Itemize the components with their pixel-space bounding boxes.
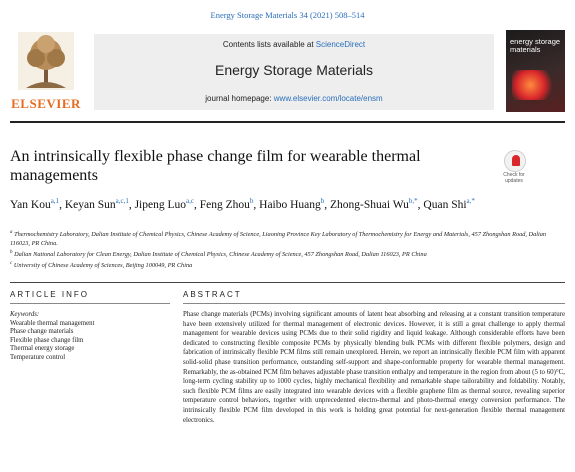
journal-title: Energy Storage Materials — [215, 62, 373, 78]
contents-line — [94, 40, 494, 49]
contents-prefix: Contents lists available at — [222, 40, 316, 49]
journal-masthead — [94, 34, 494, 110]
homepage-prefix: journal homepage: — [205, 94, 274, 103]
section-rule — [10, 282, 565, 283]
keyword: Thermal energy storage — [10, 345, 75, 352]
cover-art — [512, 70, 558, 100]
journal-header — [10, 30, 565, 115]
keyword: Flexible phase change film — [10, 336, 84, 344]
article-info-rule — [10, 303, 170, 304]
keyword: Wearable thermal management — [10, 319, 95, 327]
affiliation: $^a$ Thermochemistry Laboratory, Dalian Institute of Chemical Physics, Chinese Academy of Science, Liaoning Province Key Laboratory of Thermochemistry for Energy and Materials, 457 Zhongshan Road, Dalian 116023, PR China. — [10, 230, 547, 248]
cover-title: energy storage materials — [510, 37, 561, 54]
keywords-block — [10, 311, 175, 362]
article-title: An intrinsically flexible phase change film for wearable thermal managements — [10, 148, 421, 184]
check-updates-label: Check for updates — [503, 172, 525, 184]
header-rule — [10, 121, 565, 123]
keyword: Temperature control — [10, 353, 66, 361]
author[interactable]: Yan Kou$^{a,1}$ — [10, 197, 60, 211]
sciencedirect-link[interactable]: ScienceDirect — [315, 40, 366, 49]
keywords-label: Keywords: — [10, 311, 40, 318]
elsevier-logo[interactable] — [10, 30, 82, 115]
article-info-heading: ARTICLE INFO — [10, 290, 89, 299]
journal-cover[interactable] — [506, 30, 565, 112]
author[interactable]: Feng Zhou$^b$ — [199, 197, 254, 211]
check-for-updates-badge[interactable] — [501, 150, 527, 190]
elsevier-tree-icon — [18, 32, 74, 90]
homepage-link[interactable]: www.elsevier.com/locate/ensm — [273, 94, 383, 103]
publisher-name: ELSEVIER — [11, 96, 81, 111]
author[interactable]: Zhong-Shuai $Wu^{b,*}$ — [330, 197, 418, 211]
author[interactable]: Haibo Huang$^b$ — [259, 197, 325, 211]
abstract-heading: ABSTRACT — [183, 290, 242, 299]
affiliation: $^c$ University of Chinese Academy of Sciences, Beijing 100049, PR China — [10, 261, 193, 270]
abstract-text: Phase change materials (PCMs) involving significant amounts of latent heat absorbing and releasing at a constant transition temperature have been extensively utilized for thermal management of electronic devices. However, it is still a great challenge to apply thermal management for wearable devices using PCMs due to their solid rigidity and liquid leakage. Although considerable efforts have been dedicated to constructing flexible composite PCMs by physically blending bulk PCMs with different flexible polymers, design and fabrication of intrinsically flexible PCM films still remain unexplored. Herein, we report an intrinsically flexible PCM film with apparent solid-solid phase transition performance, outstanding self-support and shape-conformable property for wearable thermal management. Remarkably, the as-obtained PCM film behaves adjustable phase transition enthalpy and temperature in the region from about (5 to 60)°C, long-term cycling stability up to 1000 cycles, highly mechanical flexibility and remarkable shape tailorability and foldability. Notably, such flexible PCM films are easily integrated into wearable devices with a flexible graphene film as thermal source, revealing superior temperature control behaviors, together with unprecedented electro-thermal and photo-thermal energy conversion performance. The intrinsically flexible PCM film developed in this work is holding great potential for next-generation flexible thermal management electronics. — [183, 311, 565, 424]
author[interactable]: Jipeng Luo$^{a,c}$ — [134, 197, 194, 211]
check-updates-icon — [504, 150, 526, 172]
abstract-rule — [183, 303, 565, 304]
keyword: Phase change materials — [10, 328, 74, 335]
journal-reference[interactable]: Energy Storage Materials 34 (2021) 508–514 — [210, 10, 365, 20]
author[interactable]: Keyan Sun$^{a,c,1}$ — [64, 197, 129, 211]
affiliation: $^b$ Dalian National Laboratory for Clean Energy, Dalian Institute of Chemical Physics, Chinese Academy of Science, 457 Zhongshan Road, Dalian 116023, PR China — [10, 250, 427, 259]
affiliations — [10, 228, 565, 270]
author[interactable]: Quan Shi$^{a,*}$ — [423, 197, 475, 211]
homepage-line — [94, 94, 494, 103]
author-list: Yan Kou$^{a,1}$, Keyan Sun$^{a,c,1}$, Jipeng Luo$^{a,c}$, Feng Zhou$^b$, Haibo Huang$^b$, Zhong-Shuai $Wu^{b,*}$, Quan Shi$^{a,*}$ — [10, 197, 475, 211]
